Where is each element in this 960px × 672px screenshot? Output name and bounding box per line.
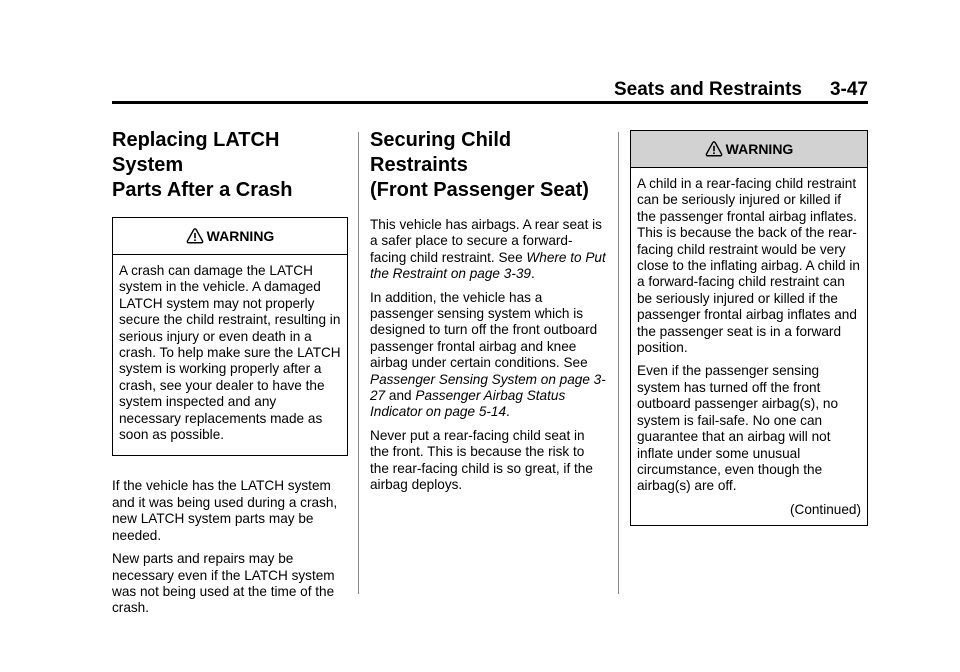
cross-reference-link[interactable]: Where to Put the Restraint on page 3-39 [370, 249, 606, 282]
section-heading-latch: Replacing LATCH System Parts After a Crash [112, 129, 293, 201]
warning-icon [186, 227, 204, 245]
page-number: 3-47 [829, 79, 868, 100]
column-divider [618, 132, 619, 594]
warning-text: Even if the passenger sensing system has turned off the front outboard passenger airbag(s), no system is fail-safe. No one can guarantee that an airbag will not inflate under some unusual circumstance, even though the airbag(s) are off. [637, 363, 839, 494]
paragraph: In addition, the vehicle has a passenger sensing system which is designed to turn off the front outboard passenger frontal airbag and knee airbag under certain conditions. See Passenger Sensing System on page 3-27 and Passenger Airbag Status Indicator on page 5-14. [370, 289, 606, 420]
page-header [112, 80, 868, 100]
warning-header [631, 131, 867, 168]
header-rule [112, 101, 868, 104]
warning-icon [705, 140, 723, 158]
paragraph: New parts and repairs may be necessary even if the LATCH system was not being used at the time of the crash. [112, 551, 335, 616]
warning-label: WARNING [206, 228, 275, 244]
continued-label: (Continued) [789, 501, 861, 517]
column-3 [630, 130, 868, 548]
warning-text: A crash can damage the LATCH system in the vehicle. A damaged LATCH system may not properly secure the child restraint, resulting in serious injury or even death in a crash. To help make sure the LATCH system is working properly after a crash, see your dealer to have the system inspected and any necessary replacements made as soon as possible. [119, 263, 341, 443]
paragraph: Never put a rear-facing child seat in the front. This is because the risk to the rear-facing child is so great, if the airbag deploys. [370, 427, 593, 493]
warning-box [112, 217, 348, 456]
warning-body [113, 255, 347, 455]
warning-box [630, 130, 868, 526]
column-2 [370, 128, 606, 501]
paragraph: This vehicle has airbags. A rear seat is a safer place to secure a forward-facing child restraint. See Where to Put the Restraint on page 3-39. [370, 217, 606, 282]
warning-label: WARNING [725, 141, 794, 157]
warning-body [631, 168, 867, 525]
paragraph: If the vehicle has the LATCH system and it was being used during a crash, new LATCH system parts may be needed. [112, 478, 338, 543]
section-heading-securing: Securing Child Restraints (Front Passenger Seat) [370, 129, 589, 201]
column-divider [358, 132, 359, 594]
warning-text: A child in a rear-facing child restraint can be seriously injured or killed if the passenger frontal airbag inflates. This is because the back of the rear-facing child restraint would be very close to the inflating airbag. A child in a forward-facing child restraint can be seriously injured or killed if the passenger frontal airbag inflates and the passenger seat is in a forward position. [637, 176, 860, 356]
cross-reference-link[interactable]: Passenger Airbag Status Indicator on page 5-14 [370, 388, 566, 420]
cross-reference-link[interactable]: Passenger Sensing System on page 3-27 [370, 371, 606, 404]
column-1 [112, 128, 348, 624]
warning-header [113, 218, 347, 255]
section-title: Seats and Restraints [614, 79, 802, 100]
